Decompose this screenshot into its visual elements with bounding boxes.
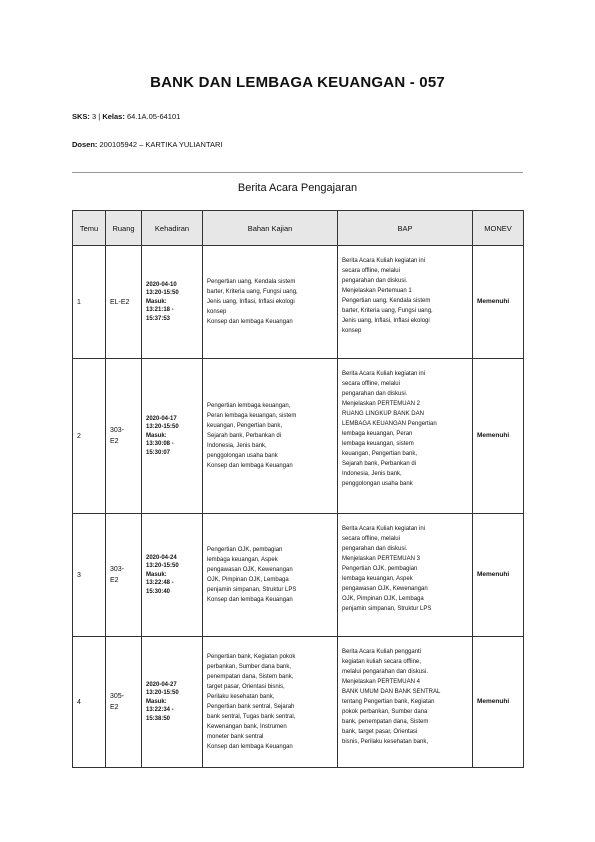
- cell-temu: 2: [73, 359, 106, 514]
- cell-kehadiran: 2020-04-10 13:20-15:50 Masuk: 13:21:18 - 15:37:53: [142, 246, 203, 359]
- cell-bahan-kajian: Pengertian uang, Kendala sistem barter, Kriteria uang, Fungsi uang, Jenis uang, Inflasi, Inflasi ekologi konsep Konsep dan lembaga Keuangan: [203, 246, 338, 359]
- lecturer-info: [72, 140, 223, 149]
- separator: |: [98, 112, 101, 121]
- cell-kehadiran: 2020-04-24 13:20-15:50 Masuk: 13:22:48 - 15:30:40: [142, 514, 203, 637]
- table-row: [73, 359, 524, 514]
- cell-kehadiran: 2020-04-27 13:20-15:50 Masuk: 13:22:34 - 15:38:50: [142, 637, 203, 768]
- dosen-value: 200105942 – KARTIKA YULIANTARI: [99, 140, 223, 149]
- cell-ruang: 303- E2: [106, 514, 142, 637]
- cell-monev: Memenuhi: [473, 359, 524, 514]
- cell-temu: 1: [73, 246, 106, 359]
- sks-label: SKS:: [72, 112, 90, 121]
- cell-bap: Berita Acara Kuliah kegiatan ini secara offline, melalui pengarahan dan diskusi. Menjelaskan PERTEMUAN 2 RUANG LINGKUP BANK DAN LEMBAGA KEUANGAN Pengertian lembaga keuangan, Peran lembaga keuangan, sistem keuangan, Pengertian bank, Sejarah bank, Perbankan di Indonesia, Jenis bank, penggolongan usaha bank: [338, 359, 473, 514]
- cell-bap: Berita Acara Kuliah kegiatan ini secara offline, melalui pengarahan dan diskusi. Menjelaskan Pertemuan 1 Pengertian uang, Kendala sistem barter, Kriteria uang, Fungsi uang, Jenis uang, Inflasi, Inflasi ekologi konsep: [338, 246, 473, 359]
- kelas-value: 64.1A.05-64101: [126, 112, 181, 121]
- cell-ruang: EL-E2: [106, 246, 142, 359]
- cell-monev: Memenuhi: [473, 246, 524, 359]
- cell-bahan-kajian: Pengertian OJK, pembagian lembaga keuangan, Aspek pengawasan OJK, Kewenangan OJK, Pimpinan OJK, Lembaga penjamin simpanan, Struktur LPS Konsep dan lembaga Keuangan: [203, 514, 338, 637]
- cell-temu: 3: [73, 514, 106, 637]
- cell-monev: Memenuhi: [473, 514, 524, 637]
- teaching-record-table: [72, 210, 524, 768]
- cell-temu: 4: [73, 637, 106, 768]
- header-temu: Temu: [73, 211, 106, 246]
- cell-bahan-kajian: Pengertian lembaga keuangan, Peran lembaga keuangan, sistem keuangan, Pengertian bank, Sejarah bank, Perbankan di Indonesia, Jenis bank, penggolongan usaha bank Konsep dan lembaga Keuangan: [203, 359, 338, 514]
- kelas-label: Kelas:: [102, 112, 125, 121]
- table-row: [73, 246, 524, 359]
- dosen-label: Dosen:: [72, 140, 98, 149]
- cell-kehadiran: 2020-04-17 13:20-15:50 Masuk: 13:30:08 - 15:30:07: [142, 359, 203, 514]
- cell-ruang: 303- E2: [106, 359, 142, 514]
- header-kehadiran: Kehadiran: [142, 211, 203, 246]
- section-title: Berita Acara Pengajaran: [237, 182, 358, 194]
- cell-bap: Berita Acara Kuliah kegiatan ini secara offline, melalui pengarahan dan diskusi. Menjelaskan PERTEMUAN 3 Pengertian OJK, pembagian lembaga keuangan, Aspek pengawasan OJK, Kewenangan OJK, Pimpinan OJK, Lembaga penjamin simpanan, Struktur LPS: [338, 514, 473, 637]
- table-row: [73, 514, 524, 637]
- cell-monev: Memenuhi: [473, 637, 524, 768]
- header-monev: MONEV: [473, 211, 524, 246]
- document-title: BANK DAN LEMBAGA KEUANGAN - 057: [150, 74, 445, 91]
- header-bap: BAP: [338, 211, 473, 246]
- header-bahan-kajian: Bahan Kajian: [203, 211, 338, 246]
- divider: [72, 172, 523, 173]
- sks-value: 3: [92, 112, 97, 121]
- cell-bahan-kajian: Pengertian bank, Kegiatan pokok perbankan, Sumber dana bank, penempatan dana, Sistem bank, target pasar, Orientasi bisnis, Perilaku kesehatan bank, Pengertian bank sentral, Sejarah bank sentral, Tugas bank sentral, Kewenangan bank, Instrumen moneter bank sentral Konsep dan lembaga Keuangan: [203, 637, 338, 768]
- table-header-row: [73, 211, 524, 246]
- header-ruang: Ruang: [106, 211, 142, 246]
- course-info: [72, 112, 180, 121]
- table-row: [73, 637, 524, 768]
- cell-bap: Berita Acara Kuliah pengganti kegiatan kuliah secara offline, melalui pengarahan dan diskusi. Menjelaskan PERTEMUAN 4 BANK UMUM DAN BANK SENTRAL tentang Pengertian bank, Kegiatan pokok perbankan, Sumber dana bank, penempatan dana, Sistem bank, target pasar, Orientasi bisnis, Perilaku kesehatan bank,: [338, 637, 473, 768]
- cell-ruang: 305- E2: [106, 637, 142, 768]
